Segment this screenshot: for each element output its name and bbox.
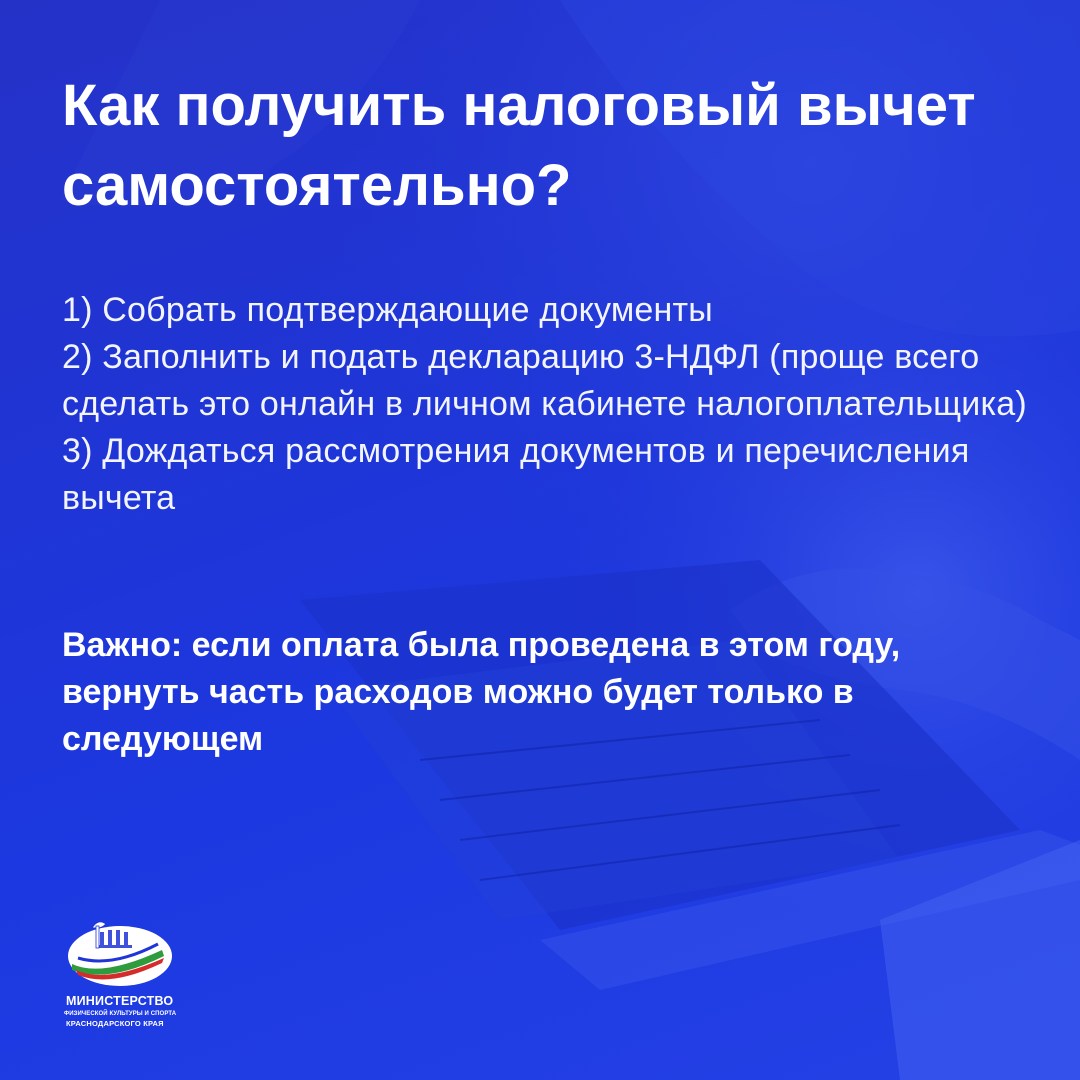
list-item-step-2: 2) Заполнить и подать декларацию 3-НДФЛ (проще всего сделать это онлайн в личном кабинете налогоплательщика) [62,338,1027,423]
logo-text-line2: ФИЗИЧЕСКОЙ КУЛЬТУРЫ И СПОРТА [64,1011,177,1017]
ministry-logo [62,918,182,1028]
list-item-step-3: 3) Дождаться рассмотрения документов и перечисления вычета [62,432,970,517]
ministry-emblem-icon [62,918,174,990]
page-title: Как получить налоговый вычет самостоятельно? [62,73,976,218]
list-item-step-1: 1) Собрать подтверждающие документы [62,291,713,329]
logo-text-line1: МИНИСТЕРСТВО [66,994,174,1008]
logo-text-line3: КРАСНОДАРСКОГО КРАЯ [66,1019,164,1028]
important-note: Важно: если оплата была проведена в этом году, вернуть часть расходов можно будет только в следующем [62,626,901,758]
steps-list [62,287,1032,522]
